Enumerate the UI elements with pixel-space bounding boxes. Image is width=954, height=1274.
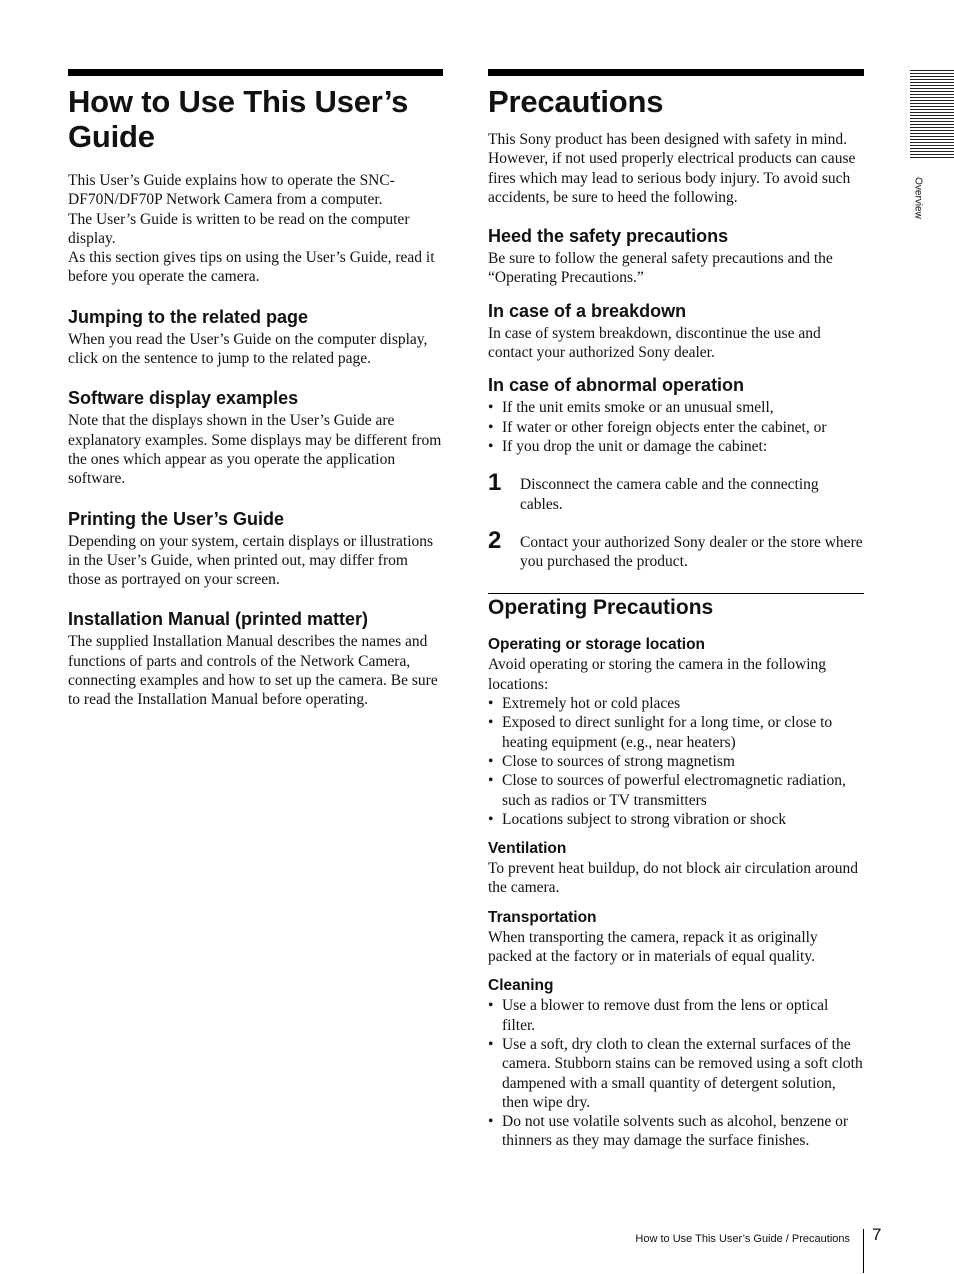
abnormal-list	[488, 398, 864, 456]
footer-divider	[863, 1229, 864, 1273]
step-1	[488, 469, 864, 514]
heading-rule	[68, 69, 443, 76]
cleaning-list	[488, 996, 864, 1150]
step-text: Contact your authorized Sony dealer or the store where you purchased the product.	[520, 533, 863, 571]
list-item: • Do not use volatile solvents such as alcohol, benzene or thinners as they may damage the surface finishes.	[488, 1112, 864, 1151]
page-title-precautions: Precautions	[488, 84, 664, 119]
intro-paragraph: This User’s Guide explains how to operate the SNC-DF70N/DF70P Network Camera from a computer.	[68, 172, 395, 209]
section-heading: In case of a breakdown	[488, 300, 687, 321]
subsection-transportation	[488, 908, 864, 967]
section-heading: Jumping to the related page	[68, 306, 309, 327]
section-body: Depending on your system, certain displays or illustrations in the User’s Guide, when printed out, may differ from those as portrayed on your screen.	[68, 532, 434, 589]
section-abnormal	[488, 374, 864, 571]
section-heading: Heed the safety precautions	[488, 226, 729, 247]
left-column	[68, 69, 443, 710]
list-item: • Exposed to direct sunlight for a long time, or close to heating equipment (e.g., near heaters)	[488, 713, 864, 752]
page-title-users-guide: How to Use This User’s Guide	[68, 84, 409, 154]
step-number: 2	[488, 526, 502, 554]
subsection-heading: Transportation	[488, 908, 597, 926]
section-heading: In case of abnormal operation	[488, 375, 745, 396]
operating-precautions-section	[488, 593, 864, 1150]
section-breakdown	[488, 300, 864, 363]
subsection-body: To prevent heat buildup, do not block air circulation around the camera.	[488, 860, 858, 897]
section-body: When you read the User’s Guide on the computer display, click on the sentence to jump to the related page.	[68, 330, 428, 368]
section-printing	[68, 508, 443, 590]
section-heading: Software display examples	[68, 388, 299, 409]
subsection-heading: Operating or storage location	[488, 636, 706, 654]
list-item: • Close to sources of powerful electromagnetic radiation, such as radios or TV transmitters	[488, 771, 864, 810]
list-item: • If water or other foreign objects enter the cabinet, or	[488, 418, 864, 437]
subsection-heading: Cleaning	[488, 977, 554, 995]
section-body: Be sure to follow the general safety precautions and the “Operating Precautions.”	[488, 250, 833, 287]
subsection-heading: Ventilation	[488, 840, 567, 858]
intro-paragraph: The User’s Guide is written to be read on the computer display.	[68, 210, 410, 247]
list-item: • Use a blower to remove dust from the lens or optical filter.	[488, 996, 864, 1035]
page-number: 7	[872, 1225, 882, 1244]
section-body: Note that the displays shown in the User’s Guide are explanatory examples. Some displays may be different from the ones which appear as you operate the application software.	[68, 412, 442, 488]
section-software-display	[68, 387, 443, 488]
precautions-intro: This Sony product has been designed with safety in mind. However, if not used properly electrical products can cause fires which may lead to serious body injury. To avoid such accidents, be sure to heed the following.	[488, 131, 856, 206]
operating-precautions-title: Operating Precautions	[488, 596, 714, 620]
list-item: • Extremely hot or cold places	[488, 694, 864, 713]
step-2	[488, 526, 864, 572]
location-list	[488, 694, 864, 829]
footer-section-title: How to Use This User’s Guide / Precautions	[635, 1233, 850, 1245]
section-installation-manual	[68, 608, 443, 709]
section-heading: Installation Manual (printed matter)	[68, 609, 369, 630]
list-item: • Locations subject to strong vibration or shock	[488, 810, 864, 829]
step-number: 1	[488, 469, 502, 497]
section-tab-marker	[910, 70, 954, 160]
section-body: In case of system breakdown, discontinue the use and contact your authorized Sony dealer.	[488, 324, 821, 362]
subsection-ventilation	[488, 839, 864, 898]
intro-paragraph: As this section gives tips on using the User’s Guide, read it before you operate the camera.	[68, 249, 435, 286]
step-text: Disconnect the camera cable and the connecting cables.	[520, 476, 819, 513]
section-heed	[488, 225, 864, 288]
subsection-cleaning	[488, 976, 864, 1150]
heading-rule	[488, 69, 864, 76]
list-item: • If you drop the unit or damage the cabinet:	[488, 437, 864, 456]
subsection-body: Avoid operating or storing the camera in the following locations:	[488, 656, 827, 693]
right-column	[488, 69, 864, 1151]
section-body: The supplied Installation Manual describes the names and functions of parts and controls of the Network Camera, connecting examples and how to set up the camera. Be sure to read the Installation Manual before operating.	[68, 633, 438, 709]
subsection-body: When transporting the camera, repack it as originally packed at the factory or in materials of equal quality.	[488, 928, 818, 966]
side-tab-label: Overview	[912, 177, 924, 219]
section-heading: Printing the User’s Guide	[68, 508, 285, 529]
list-item: • If the unit emits smoke or an unusual smell,	[488, 398, 864, 417]
section-jumping	[68, 306, 443, 369]
list-item: • Use a soft, dry cloth to clean the external surfaces of the camera. Stubborn stains can be removed using a soft cloth dampened with a small quantity of detergent solution, then wipe dry.	[488, 1035, 864, 1112]
list-item: • Close to sources of strong magnetism	[488, 752, 864, 771]
